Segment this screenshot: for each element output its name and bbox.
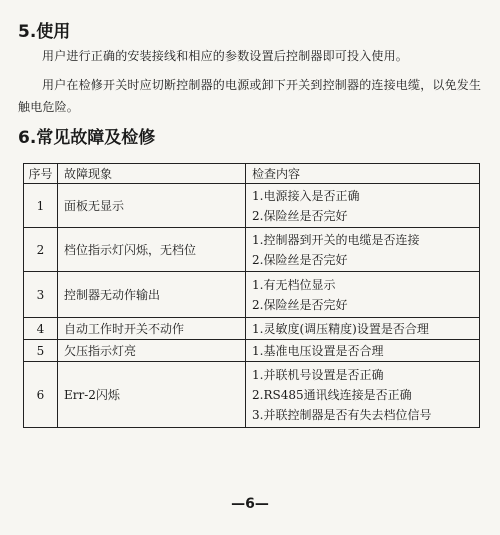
- check-item: 3.并联控制器是否有失去档位信号: [252, 407, 432, 422]
- row-checks: [246, 318, 480, 340]
- table-row: [24, 362, 480, 428]
- table-header-row: [24, 164, 480, 184]
- row-checks: [246, 228, 480, 272]
- row-number: 4: [24, 318, 58, 340]
- row-symptom: 档位指示灯闪烁，无档位: [58, 228, 246, 272]
- row-symptom: 控制器无动作输出: [58, 272, 246, 318]
- row-symptom: 自动工作时开关不动作: [58, 318, 246, 340]
- row-number: 5: [24, 340, 58, 362]
- check-item: 1.有无档位显示: [252, 277, 336, 292]
- row-symptom: Err-2闪烁: [58, 362, 246, 428]
- row-number: 3: [24, 272, 58, 318]
- faults-section-heading: 6.常见故障及检修: [18, 128, 156, 148]
- header-symptom: 故障现象: [58, 164, 246, 184]
- fault-table: [23, 163, 480, 428]
- page-number: —6—: [231, 496, 269, 512]
- table-row: [24, 318, 480, 340]
- row-symptom: 欠压指示灯亮: [58, 340, 246, 362]
- table-row: [24, 272, 480, 318]
- table-row: [24, 184, 480, 228]
- row-number: 2: [24, 228, 58, 272]
- header-number: 序号: [24, 164, 58, 184]
- row-checks: [246, 340, 480, 362]
- header-checks: 检查内容: [246, 164, 480, 184]
- usage-paragraph: 用户进行正确的安装接线和相应的参数设置后控制器即可投入使用。: [42, 49, 409, 63]
- row-checks: [246, 184, 480, 228]
- check-item: 1.灵敏度(调压精度)设置是否合理: [252, 321, 429, 336]
- check-item: 2.保险丝是否完好: [252, 297, 348, 312]
- row-checks: [246, 362, 480, 428]
- check-item: 1.控制器到开关的电缆是否连接: [252, 232, 420, 247]
- row-number: 1: [24, 184, 58, 228]
- check-item: 1.电源接入是否正确: [252, 188, 360, 203]
- row-number: 6: [24, 362, 58, 428]
- check-item: 2.保险丝是否完好: [252, 208, 348, 223]
- check-item: 1.基准电压设置是否合理: [252, 343, 384, 358]
- usage-section-heading: 5.使用: [18, 22, 71, 42]
- row-checks: [246, 272, 480, 318]
- row-symptom: 面板无显示: [58, 184, 246, 228]
- table-row: [24, 228, 480, 272]
- table-row: [24, 340, 480, 362]
- check-item: 1.并联机号设置是否正确: [252, 367, 384, 382]
- check-item: 2.保险丝是否完好: [252, 252, 348, 267]
- usage-paragraph: 用户在检修开关时应切断控制器的电源或卸下开关到控制器的连接电缆，以免发生触电危险。: [18, 78, 482, 114]
- check-item: 2.RS485通讯线连接是否正确: [252, 387, 412, 402]
